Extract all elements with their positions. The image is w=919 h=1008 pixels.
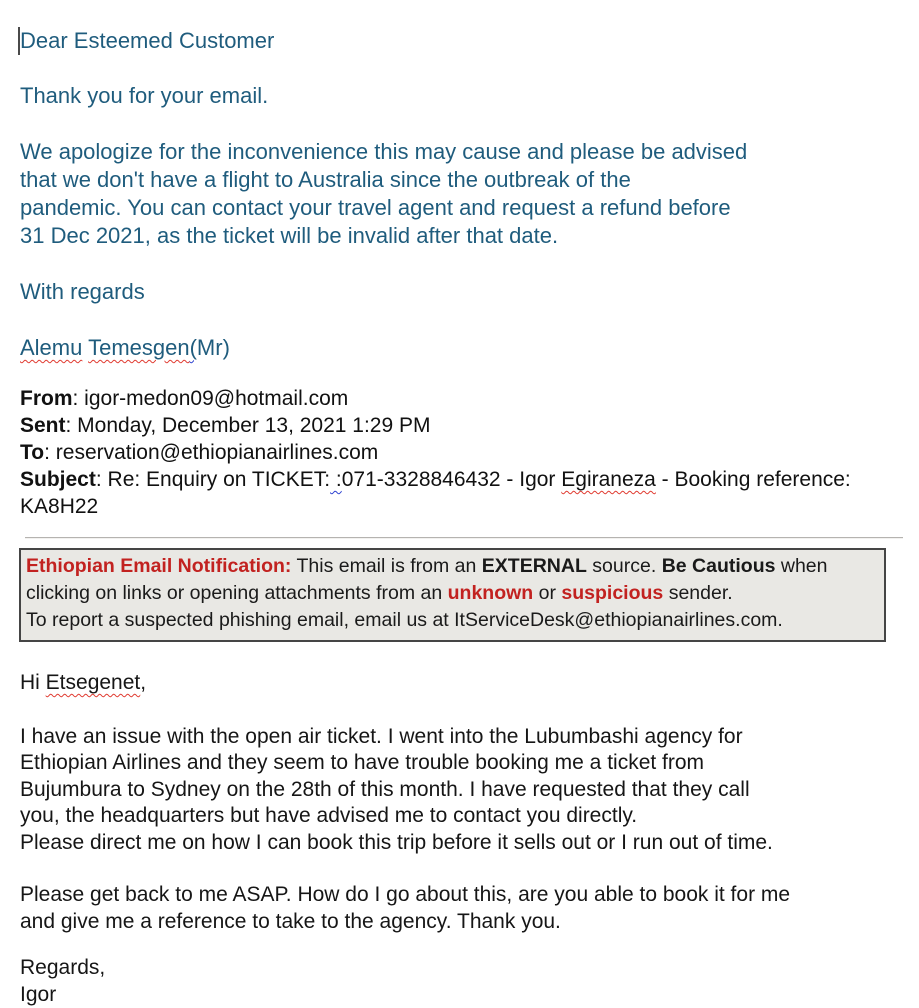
header-subject: Subject: Re: Enquiry on TICKET: :071-3328846432 - Igor Egiraneza - Booking reference: KA8H22 bbox=[20, 466, 895, 520]
original-asap-paragraph: Please get back to me ASAP. How do I go about this, are you able to book it for me and give me a reference to take to the agency. Thank you. bbox=[20, 882, 895, 935]
original-regards: Regards, bbox=[20, 955, 895, 982]
quoted-header-block bbox=[20, 385, 895, 520]
reply-thanks: Thank you for your email. bbox=[20, 82, 895, 110]
header-from: From: igor-medon09@hotmail.com bbox=[20, 385, 895, 412]
original-greeting: Hi Etsegenet, bbox=[20, 670, 895, 697]
reply-greeting: Dear Esteemed Customer bbox=[20, 27, 895, 55]
reply-signature: Alemu Temesgen(Mr) bbox=[20, 334, 895, 362]
phishing-report-text: To report a suspected phishing email, email us at ItServiceDesk@ethiopianairlines.com. bbox=[26, 607, 876, 634]
reply-closing: With regards bbox=[20, 278, 895, 306]
original-sender-name: Igor bbox=[20, 982, 895, 1008]
text-cursor bbox=[18, 27, 20, 55]
header-to: To: reservation@ethiopianairlines.com bbox=[20, 439, 895, 466]
original-message bbox=[20, 670, 895, 1008]
message-divider bbox=[25, 537, 903, 539]
original-issue-paragraph: I have an issue with the open air ticket. I went into the Lubumbashi agency for Ethiopian Airlines and they seem to have trouble booking me a ticket from Bujumbura to Sydney on the 28th of this month. I have requested that they call you, the headquarters but have advised me to contact you directly. Please direct me on how I can book this trip before it sells out or I run out of time. bbox=[20, 724, 895, 857]
warning-text: Ethiopian Email Notification: This email is from an EXTERNAL source. Be Cautious when clicking on links or opening attachments from an unknown or suspicious sender. bbox=[26, 553, 876, 607]
header-sent: Sent: Monday, December 13, 2021 1:29 PM bbox=[20, 412, 895, 439]
reply-apology-paragraph: We apologize for the inconvenience this may cause and please be advised that we don't have a flight to Australia since the outbreak of the pandemic. You can contact your travel agent and request a refund before 31 Dec 2021, as the ticket will be invalid after that date. bbox=[20, 138, 895, 250]
external-email-warning-banner bbox=[19, 548, 886, 642]
